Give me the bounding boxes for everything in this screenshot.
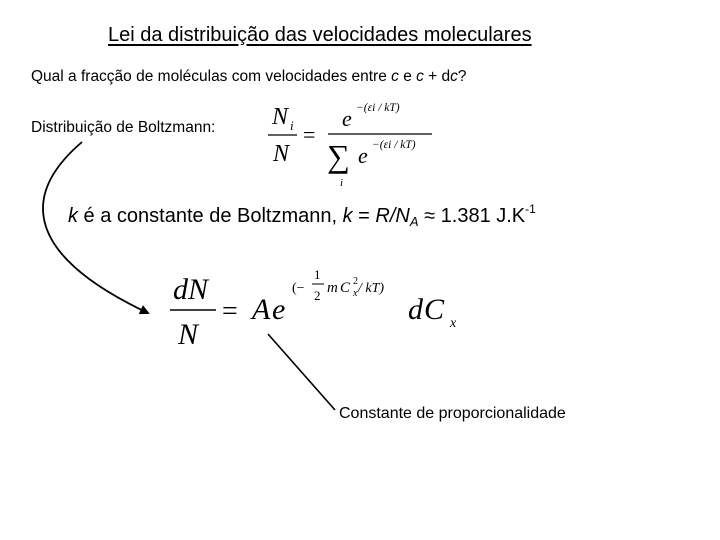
eq2-exp-open: (− bbox=[292, 281, 305, 296]
eq1-den-exp: −(εi / kT) bbox=[372, 139, 416, 151]
k-value: ≈ 1.381 J.K bbox=[418, 205, 526, 227]
k-text: = bbox=[352, 205, 376, 227]
question-plus: + d bbox=[423, 68, 451, 85]
eq2-A: A bbox=[252, 293, 271, 326]
eq1-sigma: ∑ bbox=[327, 138, 350, 174]
boltzmann-label: Distribuição de Boltzmann: bbox=[31, 119, 216, 136]
eq2-C2-sub: x bbox=[450, 316, 457, 331]
eq2-lhs-num: dN bbox=[173, 273, 209, 306]
eq1-lhs-num: N bbox=[272, 104, 289, 130]
curved-arrow bbox=[43, 142, 148, 313]
eq2-frac-num: 1 bbox=[314, 267, 321, 282]
eq2-equals: = bbox=[222, 296, 238, 327]
question-var-c: c bbox=[416, 68, 424, 85]
eq2-C-sub: x bbox=[353, 288, 358, 299]
k-var: k bbox=[68, 205, 78, 227]
n-var: N bbox=[395, 205, 410, 227]
eq2-C2: C bbox=[424, 293, 445, 326]
eq2-C: C bbox=[340, 280, 351, 296]
eq1-num-exp: −(εi / kT) bbox=[356, 102, 400, 114]
proportionality-constant-label: Constante de proporcionalidade bbox=[339, 405, 566, 422]
eq2-d: d bbox=[408, 293, 423, 326]
eq1-sigma-sub: i bbox=[340, 177, 344, 189]
pointer-line bbox=[268, 334, 335, 410]
slash: / bbox=[389, 205, 396, 227]
eq2-m: m bbox=[327, 280, 338, 296]
eq1-den-base: e bbox=[358, 143, 368, 168]
question-mid: e bbox=[398, 68, 417, 85]
eq1-num-base: e bbox=[342, 106, 352, 131]
k-var: k bbox=[342, 205, 353, 227]
question-var-c: c bbox=[450, 68, 458, 85]
avogadro-subscript: A bbox=[409, 214, 419, 229]
k-exponent: -1 bbox=[525, 202, 536, 216]
eq2-lhs-den: N bbox=[178, 318, 199, 351]
eq1-equals: = bbox=[303, 122, 316, 147]
eq2-e: e bbox=[272, 293, 286, 326]
velocity-equation bbox=[170, 267, 457, 351]
eq2-exp-close: / kT) bbox=[358, 281, 385, 296]
question-var-c: c bbox=[391, 68, 399, 85]
eq2-C-sup: 2 bbox=[353, 276, 358, 287]
boltzmann-equation bbox=[268, 102, 432, 189]
question-prefix: Qual a fracção de moléculas com velocidades entre bbox=[31, 68, 392, 85]
slide-title: Lei da distribuição das velocidades moleculares bbox=[108, 24, 532, 46]
question-suffix: ? bbox=[457, 68, 467, 85]
eq2-frac-den: 2 bbox=[314, 288, 321, 303]
k-text: é a constante de Boltzmann, bbox=[78, 205, 343, 227]
r-var: R bbox=[375, 205, 390, 227]
eq1-lhs-num-sub: i bbox=[290, 118, 294, 133]
eq1-lhs-den: N bbox=[273, 141, 290, 167]
